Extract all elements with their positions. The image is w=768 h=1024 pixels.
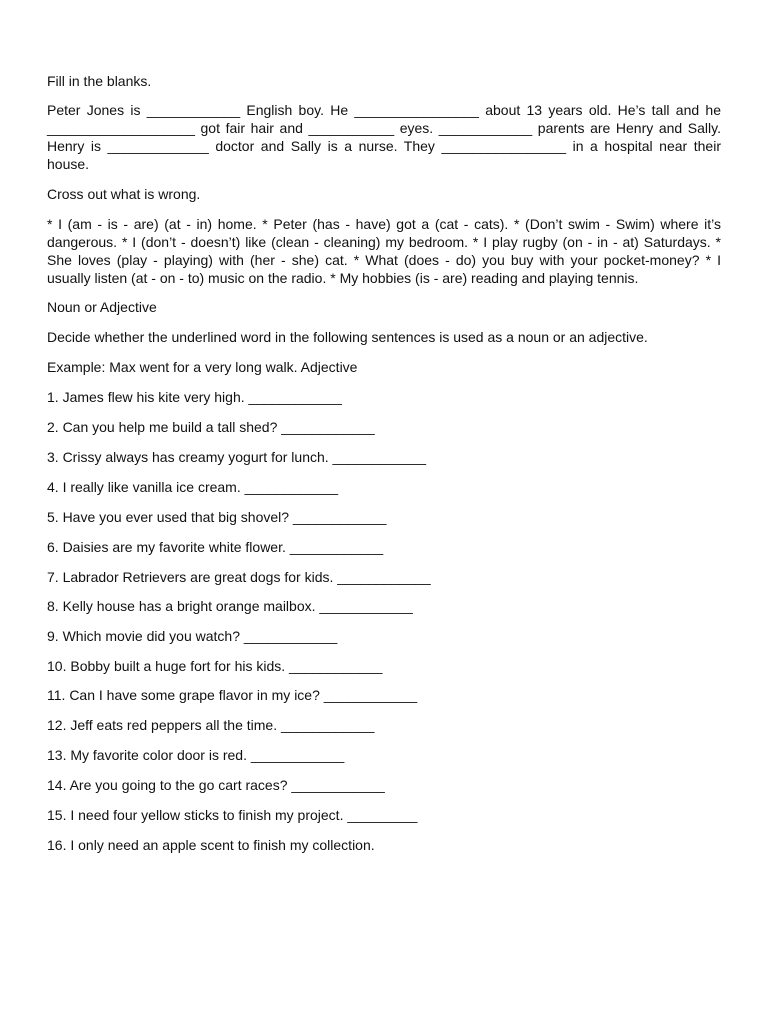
question-item: 7. Labrador Retrievers are great dogs for kids. ____________ [47,569,431,585]
noun-adjective-heading: Noun or Adjective [47,299,157,315]
question-item: 3. Crissy always has creamy yogurt for lunch. ____________ [47,449,426,465]
question-item: 16. I only need an apple scent to finish my collection. [47,837,375,853]
cross-out-paragraph [47,215,721,287]
cross-out-line: dangerous. * I (don’t - doesn’t) like (clean - cleaning) my bedroom. * I play rugby (on - in - at) Saturdays. * [47,234,721,250]
question-item: 11. Can I have some grape flavor in my ice? ____________ [47,687,418,703]
question-item: 6. Daisies are my favorite white flower. ____________ [47,539,384,555]
instruction-text: Decide whether the underlined word in the following sentences is used as a noun or an adjective. [47,329,648,345]
question-item: 12. Jeff eats red peppers all the time. ____________ [47,717,375,733]
example-text: Example: Max went for a very long walk. Adjective [47,359,358,375]
question-item: 10. Bobby built a huge fort for his kids. ____________ [47,658,383,674]
fill-blanks-line: ___________________ got fair hair and ___________ eyes. ____________ parents are Henry and Sally. [47,120,721,136]
fill-blanks-line: house. [47,156,90,172]
cross-out-heading: Cross out what is wrong. [47,186,201,202]
cross-out-line: * I (am - is - are) (at - in) home. * Peter (has - have) got a (cat - cats). * (Don’t swim - Swim) where it’s [47,216,721,232]
question-item: 5. Have you ever used that big shovel? ____________ [47,509,387,525]
fill-blanks-heading: Fill in the blanks. [47,73,152,89]
fill-blanks-paragraph [47,101,721,173]
question-item: 2. Can you help me build a tall shed? ____________ [47,419,375,435]
fill-blanks-line: Henry is _____________ doctor and Sally is a nurse. They ________________ in a hospital near their [47,138,721,154]
question-item: 9. Which movie did you watch? ____________ [47,628,338,644]
question-item: 15. I need four yellow sticks to finish my project. _________ [47,807,418,823]
question-item: 4. I really like vanilla ice cream. ____________ [47,479,339,495]
cross-out-line: usually listen (at - on - to) music on the radio. * My hobbies (is - are) reading and playing tennis. [47,270,639,286]
fill-blanks-line: Peter Jones is ____________ English boy. He ________________ about 13 years old. He’s tall and he [47,102,721,118]
question-item: 14. Are you going to the go cart races? ____________ [47,777,385,793]
cross-out-line: She loves (play - playing) with (her - she) cat. * What (does - do) you buy with your pocket-money? * I [47,252,721,268]
question-item: 8. Kelly house has a bright orange mailbox. ____________ [47,598,413,614]
question-item: 1. James flew his kite very high. ____________ [47,389,342,405]
question-item: 13. My favorite color door is red. ____________ [47,747,345,763]
